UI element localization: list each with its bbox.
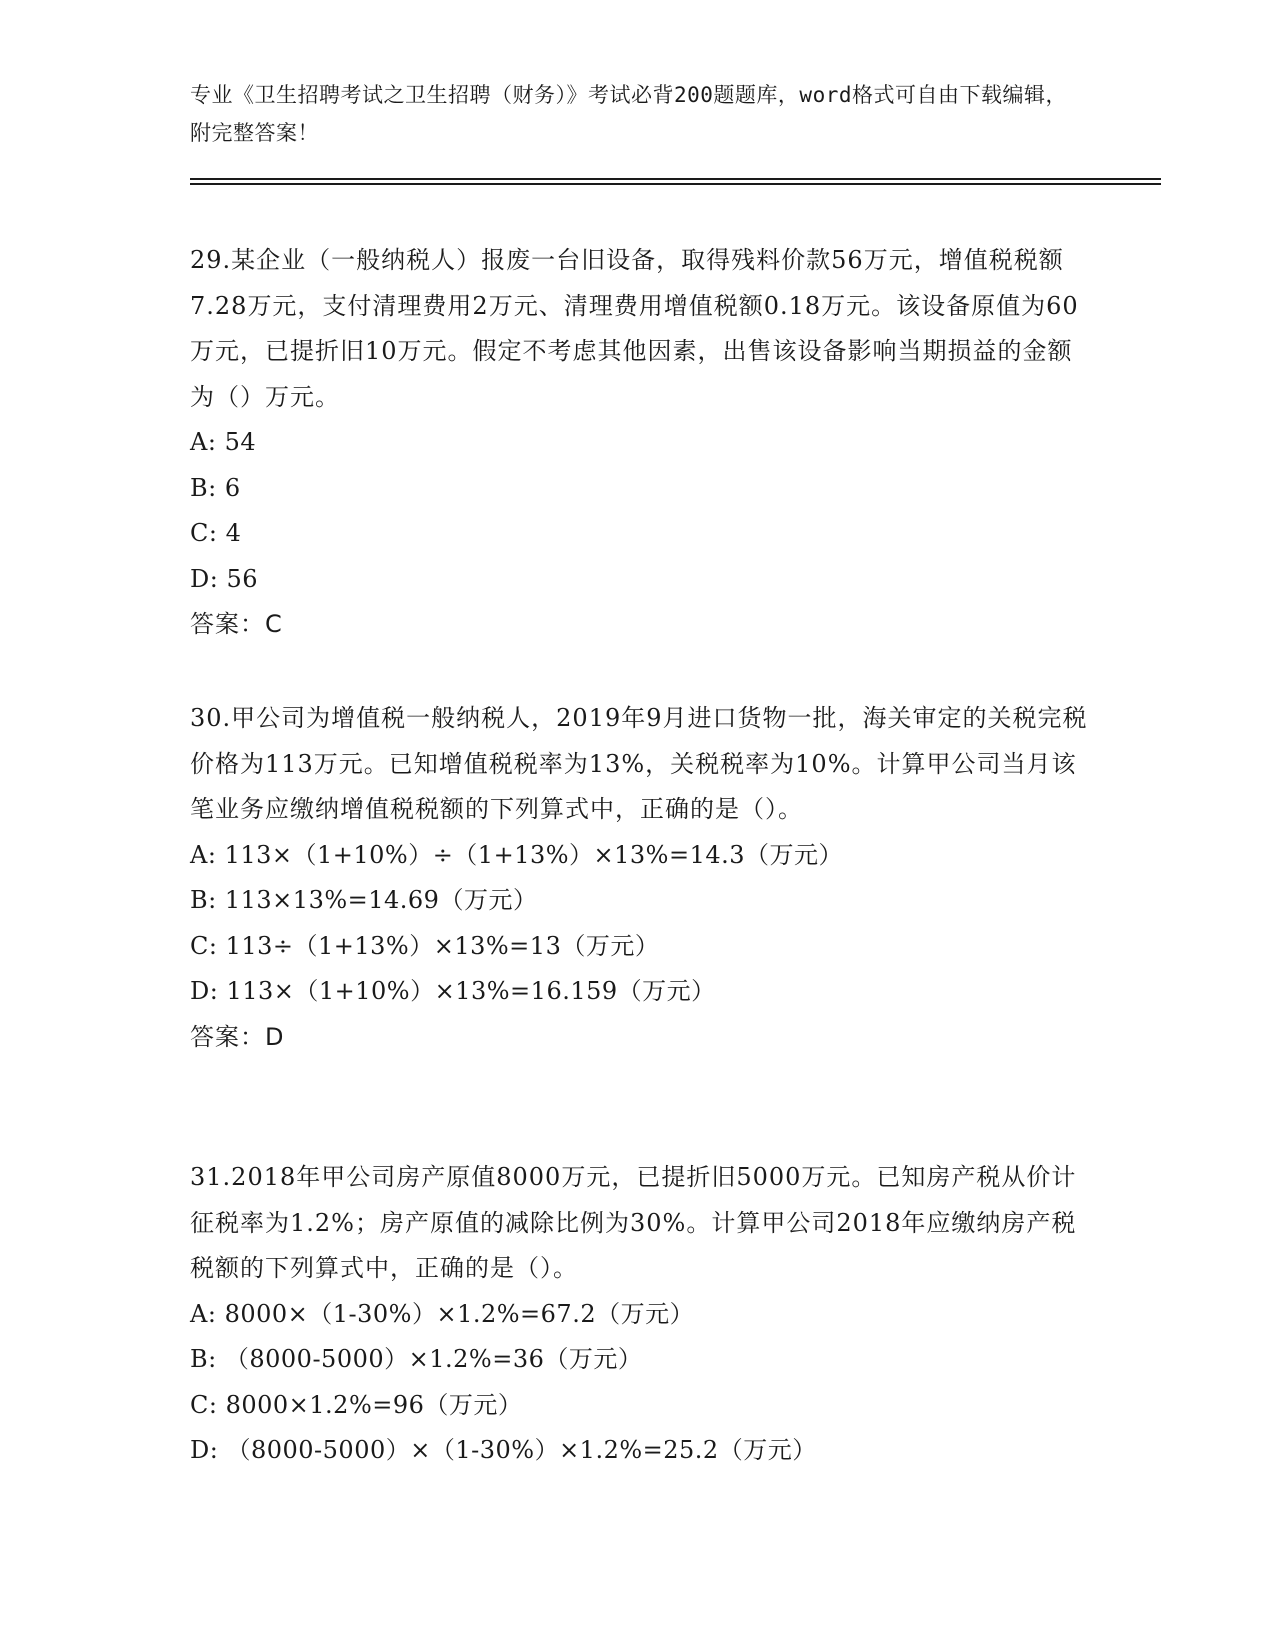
option-text: 113×13%=14.69（万元） — [224, 886, 538, 914]
option-text: 113÷（1+13%）×13%=13（万元） — [225, 931, 660, 960]
question-29 — [190, 238, 1090, 648]
option-label: C: — [190, 931, 218, 960]
option-label: C: — [190, 1390, 218, 1419]
option-label: D: — [190, 1436, 219, 1464]
option-label: C: — [190, 519, 218, 547]
option-a — [190, 833, 1090, 879]
option-c — [190, 1383, 1090, 1429]
answer-line: 答案：C — [190, 610, 283, 638]
question-stem: 29.某企业（一般纳税人）报废一台旧设备，取得残料价款56万元，增值税税额7.28万元，支付清理费用2万元、清理费用增值税额0.18万元。该设备原值为60万元，已提折旧10万元。假定不考虑其他因素，出售该设备影响当期损益的金额为（）万元。 — [190, 246, 1079, 411]
option-text: 8000×（1-30%）×1.2%=67.2（万元） — [224, 1299, 695, 1328]
option-label: B: — [190, 886, 217, 914]
option-d — [190, 969, 1090, 1015]
option-text: 6 — [224, 473, 241, 502]
option-c — [190, 924, 1090, 970]
option-text: 56 — [226, 564, 259, 593]
option-text: 113×（1+10%）×13%=16.159（万元） — [226, 977, 716, 1005]
option-d — [190, 557, 1090, 603]
option-b — [190, 466, 1090, 512]
option-d — [190, 1428, 1090, 1474]
option-b — [190, 1337, 1090, 1383]
option-a — [190, 1292, 1090, 1338]
option-label: A: — [190, 1299, 217, 1328]
question-30 — [190, 696, 1090, 1060]
answer-line: 答案：D — [190, 1022, 285, 1051]
option-label: A: — [190, 428, 217, 456]
option-text: 4 — [225, 519, 242, 547]
option-text: （8000-5000）×1.2%=36（万元） — [224, 1345, 643, 1373]
question-stem: 30.甲公司为增值税一般纳税人，2019年9月进口货物一批，海关审定的关税完税价格为113万元。已知增值税税率为13%，关税税率为10%。计算甲公司当月该笔业务应缴纳增值税税额的下列算式中，正确的是（）。 — [190, 704, 1088, 823]
option-a — [190, 420, 1090, 466]
page-header: 专业《卫生招聘考试之卫生招聘（财务）》考试必背200题题库，word格式可自由下载编辑，附完整答案！ — [190, 83, 1067, 145]
option-label: A: — [190, 840, 217, 869]
option-c — [190, 511, 1090, 557]
header-divider-top — [190, 178, 1161, 180]
option-text: 113×（1+10%）÷（1+13%）×13%=14.3（万元） — [224, 840, 844, 869]
option-label: D: — [190, 977, 219, 1005]
option-label: D: — [190, 564, 219, 593]
question-stem: 31.2018年甲公司房产原值8000万元，已提折旧5000万元。已知房产税从价计征税率为1.2%；房产原值的减除比例为30%。计算甲公司2018年应缴纳房产税税额的下列算式中，正确的是（）。 — [190, 1163, 1077, 1282]
option-text: （8000-5000）×（1-30%）×1.2%=25.2（万元） — [226, 1436, 817, 1464]
option-label: B: — [190, 1345, 217, 1373]
option-b — [190, 878, 1090, 924]
option-label: B: — [190, 473, 217, 502]
question-31 — [190, 1155, 1090, 1474]
header-divider-bottom — [190, 183, 1161, 185]
option-text: 54 — [224, 428, 257, 456]
option-text: 8000×1.2%=96（万元） — [225, 1390, 523, 1419]
